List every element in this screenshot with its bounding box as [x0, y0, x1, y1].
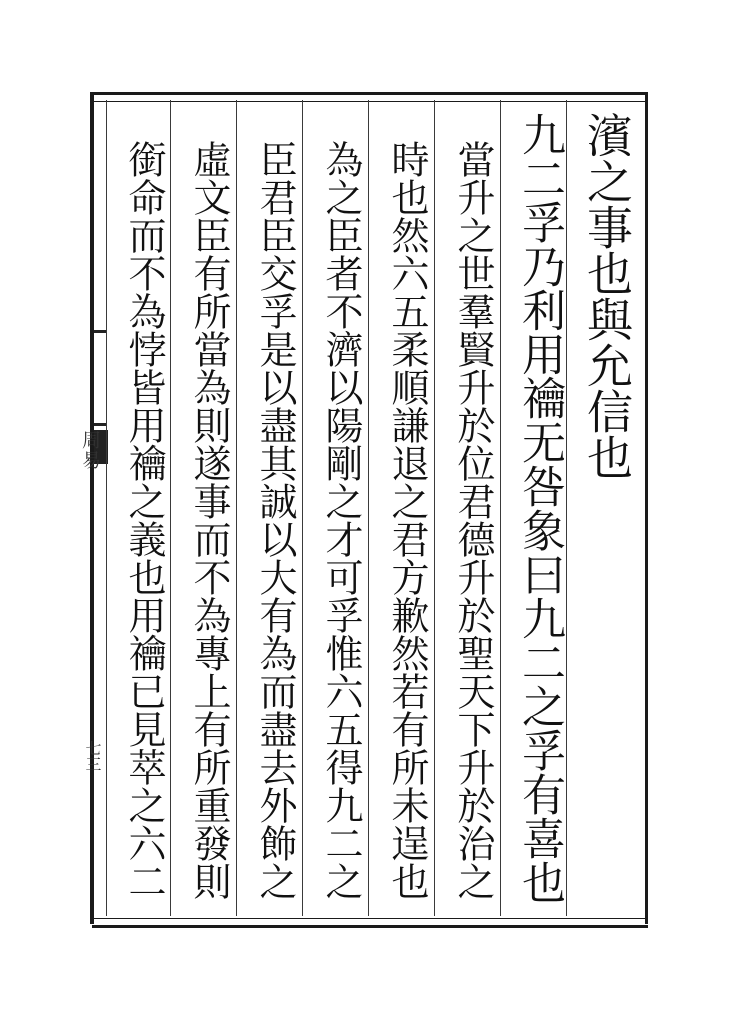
text-column-3: 當升之世羣賢升於位君德升於聖天下升於治之	[451, 140, 495, 900]
text-column-2: 九二孚乃利用禴无咎象曰九二之孚有喜也	[514, 112, 565, 904]
fish-tail-mark	[94, 330, 106, 426]
column-divider	[106, 100, 107, 916]
fold-margin-title: 周易	[79, 430, 101, 470]
text-column-1: 濱之事也與允信也	[580, 112, 634, 480]
text-column-5: 為之臣者不濟以陽剛之才可孚惟六五得九二之	[319, 140, 363, 900]
text-column-7: 虛文臣有所當為則遂事而不為專上有所重發則	[187, 140, 231, 900]
frame-right-border	[645, 92, 648, 924]
frame-top-border	[92, 92, 648, 102]
text-column-4: 時也然六五柔順謙退之君方歉然若有所未逞也	[385, 140, 429, 900]
text-column-6: 臣君臣交孚是以盡其誠以大有為而盡去外飾之	[253, 140, 297, 900]
text-column-8: 銜命而不為悖皆用禴之義也用禴已見萃之六二	[122, 140, 166, 900]
fold-margin-page-number: 七三	[83, 740, 102, 772]
frame-bottom-border	[92, 918, 648, 928]
fold-margin	[94, 100, 106, 916]
